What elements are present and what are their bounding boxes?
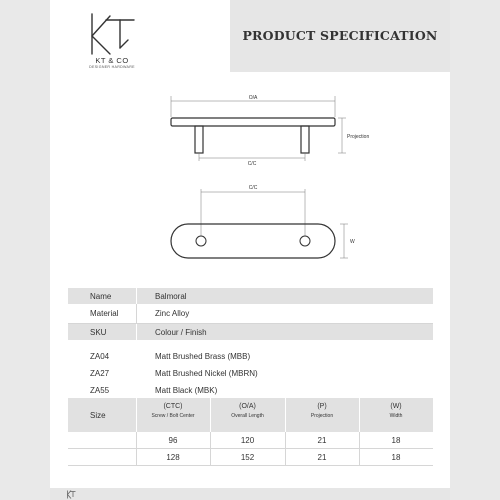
table-row — [68, 449, 433, 466]
finish-names — [136, 348, 258, 399]
oa-label: O/A — [248, 95, 258, 101]
projection-value: 21 — [317, 436, 327, 445]
ctc-value: 128 — [166, 453, 180, 462]
screw-hole-left — [196, 236, 206, 246]
sku-value: Colour / Finish — [155, 327, 207, 337]
sku-label: SKU — [90, 327, 107, 337]
kt-footer-logo-icon — [66, 490, 76, 499]
oa-value: 152 — [240, 453, 255, 462]
cc-label-side: C/C — [247, 161, 257, 167]
finish-name: Matt Black (MBK) — [155, 386, 218, 395]
cc-label-top: C/C — [248, 185, 258, 191]
size-col-desc: Screw / Bolt Center — [151, 413, 195, 419]
spec-sheet — [50, 0, 450, 500]
row-size-header — [68, 398, 433, 432]
size-col-ctc — [136, 398, 210, 432]
size-col-desc: Projection — [310, 413, 334, 419]
width-value: 18 — [391, 436, 401, 445]
logo-tagline: DESIGNER HARDWARE — [89, 65, 135, 69]
sku-code: ZA55 — [90, 386, 110, 395]
width-label: W — [350, 239, 355, 245]
row-name — [68, 288, 433, 304]
handle-bar-side — [171, 118, 335, 126]
finish-name: Matt Brushed Nickel (MBRN) — [155, 369, 258, 378]
footer-band — [50, 488, 450, 500]
size-col-code: (O/A) — [239, 403, 256, 410]
material-value: Zinc Alloy — [155, 309, 190, 318]
size-col-code: (W) — [390, 403, 402, 410]
row-sku — [68, 324, 433, 340]
logo-name: KT & CO — [95, 56, 129, 65]
table-row — [68, 432, 433, 449]
projection-value: 21 — [317, 453, 327, 462]
size-col-p — [285, 398, 359, 432]
row-material — [68, 304, 433, 324]
row-finishes — [68, 340, 433, 398]
technical-drawing — [50, 0, 450, 280]
size-col-desc: Width — [389, 413, 403, 419]
name-value: Balmoral — [155, 291, 187, 301]
projection-label: Projection — [347, 134, 370, 140]
material-label: Material — [90, 309, 119, 318]
spec-table — [68, 288, 433, 466]
sku-code: ZA04 — [90, 352, 110, 361]
sku-code: ZA27 — [90, 369, 110, 378]
page-title: PRODUCT SPECIFICATION — [242, 28, 438, 43]
name-label: Name — [90, 291, 112, 301]
ctc-value: 96 — [168, 436, 178, 445]
side-view — [171, 96, 346, 161]
size-col-desc: Overall Length — [231, 413, 264, 419]
size-col-code: (P) — [317, 403, 327, 410]
sku-codes — [68, 348, 136, 399]
size-col-code: (CTC) — [163, 403, 183, 410]
size-col-oa — [210, 398, 285, 432]
top-view — [171, 189, 348, 258]
handle-leg-right — [301, 126, 309, 153]
width-value: 18 — [391, 453, 401, 462]
size-col-w — [359, 398, 433, 432]
finish-name: Matt Brushed Brass (MBB) — [155, 352, 251, 361]
oa-value: 120 — [240, 436, 255, 445]
handle-leg-left — [195, 126, 203, 153]
size-label: Size — [90, 410, 106, 420]
screw-hole-right — [300, 236, 310, 246]
